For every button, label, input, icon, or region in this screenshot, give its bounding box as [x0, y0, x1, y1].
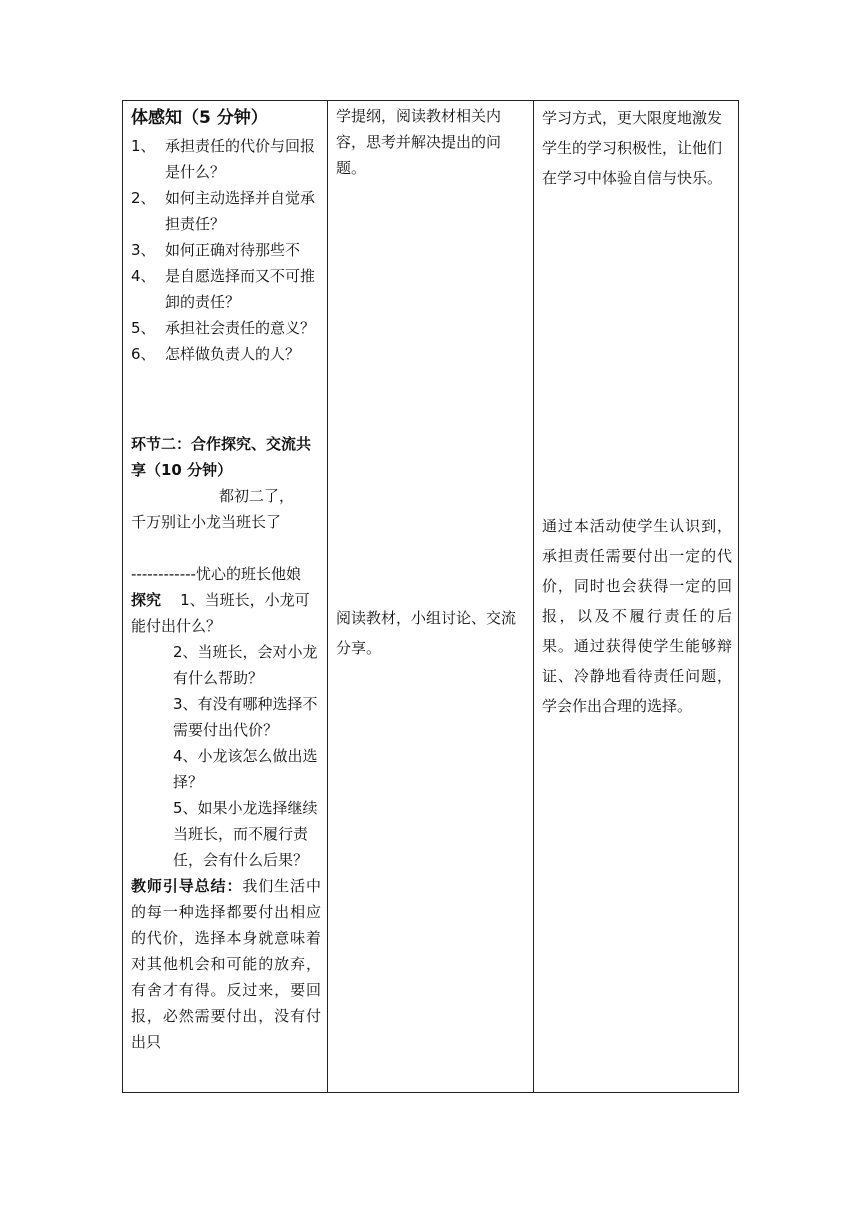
section2-title: 环节二：合作探究、交流共享（10 分钟） [131, 435, 312, 479]
design-intent-cell [534, 101, 739, 1093]
story-title-line1: 都初二了， [219, 487, 295, 505]
explore-q2: 2、当班长，会对小龙有什么帮助？ [173, 643, 318, 687]
lesson-plan-table [122, 100, 739, 1093]
story-title-line2: 千万别让小龙当班长了 [131, 513, 282, 531]
list-item: 2、 如何主动选择并自觉承担责任？ [131, 189, 316, 233]
explore-q3: 3、有没有哪种选择不需要付出代价？ [173, 695, 318, 739]
student-activity-text2: 阅读教材，小组讨论、交流分享。 [336, 609, 517, 657]
list-item: 3、 如何正确对待那些不 [131, 241, 301, 259]
student-activity-text1: 学提纲，阅读教材相关内容，思考并解决提出的问题。 [336, 107, 502, 177]
explore-q5: 5、如果小龙选择继续当班长，而不履行责任，会有什么后果？ [173, 799, 318, 869]
explore-q4: 4、小龙该怎么做出选择？ [173, 747, 318, 791]
story-attribution: ------------忧心的班长他娘 [131, 565, 301, 583]
explore-label: 探究 [131, 591, 162, 609]
teacher-activity-cell [123, 101, 328, 1093]
summary-label: 教师引导总结： [131, 877, 243, 895]
design-intent-text2: 通过本活动使学生认识到，承担责任需要付出一定的代价，同时也会获得一定的回报，以及不履行责任的后果。通过获得使学生能够辩证、冷静地看待责任问题，学会作出合理的选择。 [542, 517, 732, 715]
list-item: 1、 承担责任的代价与回报是什么？ [131, 137, 316, 181]
list-item: 5、 承担社会责任的意义？ [131, 319, 316, 337]
list-item: 4、 是自愿选择而又不可推卸的责任？ [131, 267, 316, 311]
table-row [123, 101, 739, 1093]
explore-q1: 探究 1、当班长，小龙可能付出什么？ [131, 591, 310, 635]
teacher-summary: 教师引导总结：我们生活中的每一种选择都要付出相应的代价，选择本身就意味着对其他机会和可能的放弃，有舍才有得。反过来，要回报，必然需要付出，没有付出只 [131, 877, 321, 1051]
section-heading: 体感知（5 分钟） [131, 108, 268, 128]
question-list [131, 133, 321, 367]
list-item: 6、 怎样做负责人的人？ [131, 345, 301, 363]
student-activity-cell [328, 101, 534, 1093]
design-intent-text1: 学习方式，更大限度地激发学生的学习积极性，让他们在学习中体验自信与快乐。 [542, 109, 723, 187]
